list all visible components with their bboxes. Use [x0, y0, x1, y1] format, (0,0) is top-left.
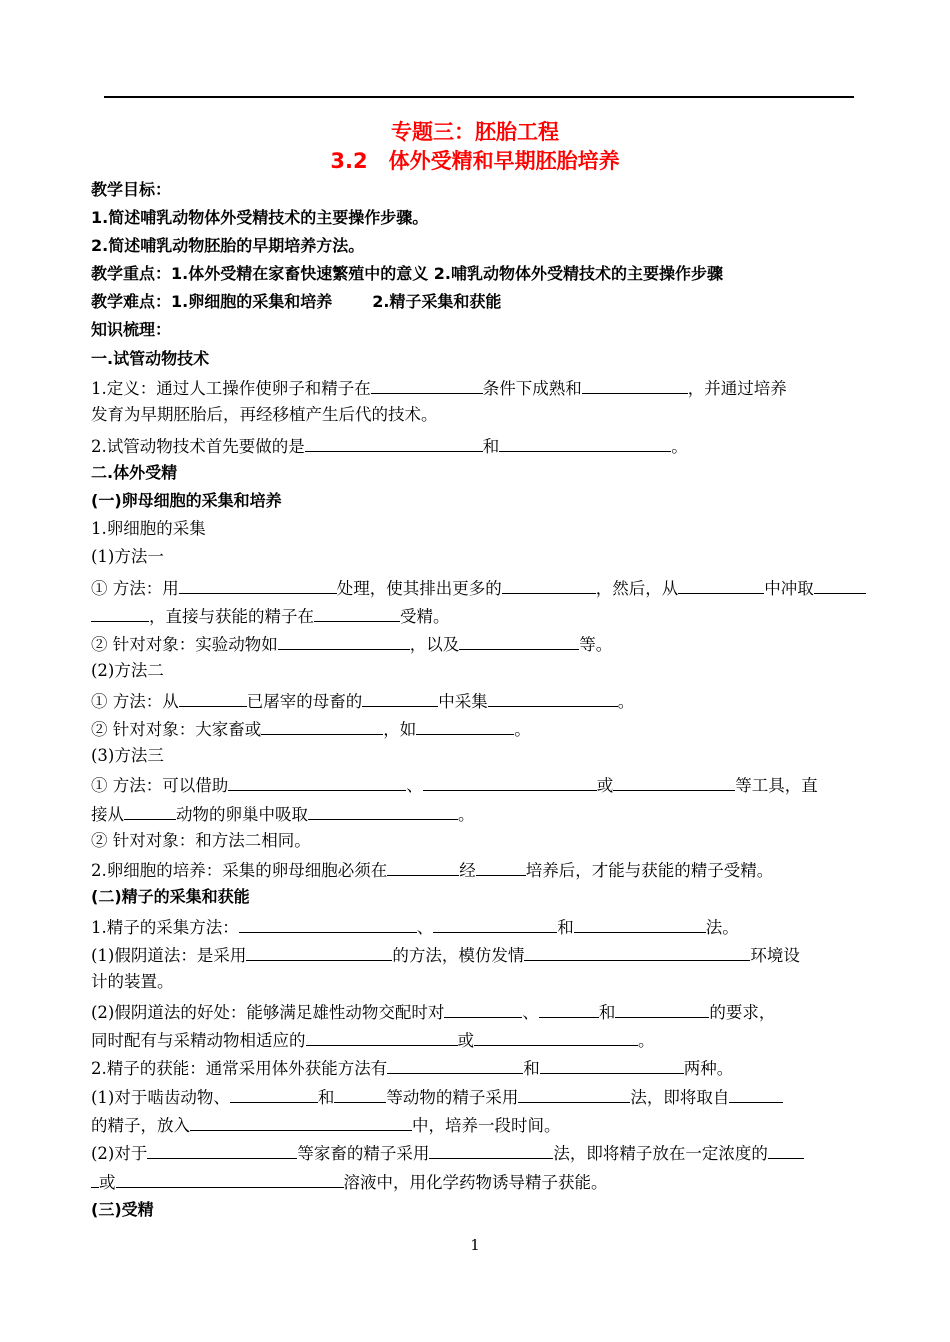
blank: [615, 1000, 709, 1018]
blank: [429, 1141, 553, 1159]
blank: [540, 1056, 684, 1074]
text-segment: 、: [416, 918, 434, 937]
text-segment: 2.精子的获能：通常采用体外获能方法有: [91, 1059, 388, 1078]
difficulty-1: 教学难点：1.卵细胞的采集和培养: [91, 292, 333, 311]
capacitation: [91, 1056, 733, 1080]
blank: [387, 1056, 523, 1074]
text-segment: 。: [514, 720, 531, 739]
blank: [91, 1170, 99, 1188]
text-segment: 的方法，模仿发情: [392, 946, 525, 965]
text-segment: 同时配有与采精动物相适应的: [91, 1031, 306, 1050]
text-segment: ，然后，从: [595, 579, 679, 598]
text-segment: 处理，使其排出更多的: [336, 579, 502, 598]
blank: [179, 689, 247, 707]
text-segment: (1)假阴道法：是采用: [91, 946, 247, 965]
blank: [768, 1141, 804, 1159]
blank: [474, 1028, 638, 1046]
text-segment: 等工具，直: [735, 776, 818, 795]
text-segment: 、: [406, 776, 423, 795]
difficulty-2: 2.精子采集和获能: [372, 292, 502, 311]
text-segment: 中采集: [438, 692, 488, 711]
text-segment: (1)对于啮齿动物、: [91, 1088, 230, 1107]
blank: [574, 915, 706, 933]
document-subtitle: 3.2 体外受精和早期胚胎培养: [330, 149, 620, 173]
section-1-heading: 一.试管动物技术: [91, 349, 210, 368]
text-segment: 法。: [705, 918, 739, 937]
blank: [124, 802, 176, 820]
subsection-1-heading: (一)卵母细胞的采集和培养: [91, 491, 282, 510]
text-segment: 环境设: [750, 946, 800, 965]
text-segment: 或: [99, 1173, 116, 1192]
text-segment: 等动物的精子采用: [386, 1088, 519, 1107]
method-3-line-2: [91, 802, 475, 826]
capacitation-2-line-2: [91, 1170, 608, 1194]
blank: [147, 1141, 297, 1159]
text-segment: 1.定义：通过人工操作使卵子和精子在: [91, 379, 371, 398]
artificial-vagina-line-2: 计的装置。: [91, 972, 174, 991]
text-segment: (2)假阴道法的好处：能够满足雄性动物交配时对: [91, 1003, 445, 1022]
text-segment: 法，即将取自: [630, 1088, 730, 1107]
text-segment: 已屠宰的母畜的: [246, 692, 363, 711]
blank: [416, 717, 514, 735]
method-1-line-3: [91, 632, 612, 656]
subsection-3-heading: (三)受精: [91, 1200, 154, 1219]
objective-item-1: 1.简述哺乳动物体外受精技术的主要操作步骤。: [91, 208, 429, 227]
blank: [613, 773, 735, 791]
blank: [246, 943, 392, 961]
blank: [459, 632, 579, 650]
benefit-line-2: [91, 1028, 655, 1052]
text-segment: 和: [523, 1059, 540, 1078]
text-segment: 两种。: [683, 1059, 734, 1078]
text-segment: ① 方法：从: [91, 692, 179, 711]
text-segment: 的要求，: [709, 1003, 776, 1022]
blank: [239, 915, 417, 933]
blank: [729, 1085, 783, 1103]
text-segment: 法，即将精子放在一定浓度的: [553, 1144, 768, 1163]
text-segment: ，并通过培养: [687, 379, 787, 398]
blank: [116, 1170, 344, 1188]
blank: [371, 376, 483, 394]
text-segment: 1.精子的采集方法：: [91, 918, 239, 937]
text-segment: ，直接与获能的精子在: [149, 607, 314, 626]
text-segment: 等家畜的精子采用: [297, 1144, 430, 1163]
blank: [261, 717, 383, 735]
blank: [678, 576, 764, 594]
text-segment: ① 方法：用: [91, 579, 179, 598]
method-1-line-2: [91, 604, 450, 628]
method-1: (1)方法一: [91, 547, 164, 566]
difficulties: [91, 291, 501, 313]
method-2-line-1: [91, 689, 634, 713]
blank: [230, 1085, 318, 1103]
blank: [582, 376, 688, 394]
text-segment: 、: [522, 1003, 539, 1022]
text-segment: 。: [458, 805, 475, 824]
text-segment: 受精。: [400, 607, 450, 626]
sperm-collection: [91, 915, 739, 939]
text-segment: 条件下成熟和: [482, 379, 582, 398]
blank: [305, 434, 483, 452]
blank: [91, 604, 149, 622]
method-3-line-1: [91, 773, 818, 797]
question-2: [91, 434, 688, 458]
method-3-line-3: ② 针对对象：和方法二相同。: [91, 831, 311, 850]
text-segment: 。: [617, 692, 635, 711]
text-segment: 中，培养一段时间。: [412, 1116, 561, 1135]
key-points: 教学重点：1.体外受精在家畜快速繁殖中的意义 2.哺乳动物体外受精技术的主要操作步骤: [91, 264, 723, 283]
text-segment: ① 方法：可以借助: [91, 776, 229, 795]
blank: [488, 689, 618, 707]
blank: [228, 773, 406, 791]
benefit-line-1: [91, 1000, 775, 1024]
header-rule: [104, 96, 854, 98]
capacitation-1-line-2: [91, 1113, 561, 1137]
blank: [190, 1113, 412, 1131]
blank: [306, 1028, 458, 1046]
blank: [423, 773, 597, 791]
blank: [314, 604, 400, 622]
method-3: (3)方法三: [91, 746, 164, 765]
text-segment: 和: [317, 1088, 335, 1107]
objectives-heading: 教学目标：: [91, 180, 172, 199]
text-segment: 和: [557, 918, 574, 937]
blank: [362, 689, 438, 707]
text-segment: 接从: [91, 805, 124, 824]
blank: [814, 576, 866, 594]
question-1-line-2: 发育为早期胚胎后，再经移植产生后代的技术。: [91, 405, 438, 424]
document-title: 专题三：胚胎工程: [391, 120, 559, 144]
text-segment: (2)对于: [91, 1144, 148, 1163]
subsection-2-heading: (二)精子的采集和获能: [91, 887, 250, 906]
review-heading: 知识梳理：: [91, 320, 172, 339]
section-2-heading: 二.体外受精: [91, 463, 178, 482]
blank: [179, 576, 337, 594]
blank: [334, 1085, 386, 1103]
objective-item-2: 2.简述哺乳动物胚胎的早期培养方法。: [91, 236, 365, 255]
blank: [518, 1085, 630, 1103]
text-segment: ，如: [383, 720, 417, 739]
text-segment: 2.试管动物技术首先要做的是: [91, 437, 305, 456]
egg-collection: 1.卵细胞的采集: [91, 519, 206, 538]
blank: [444, 1000, 522, 1018]
text-segment: 动物的卵巢中吸取: [176, 805, 308, 824]
blank: [308, 802, 458, 820]
text-segment: 或: [596, 776, 614, 795]
blank: [502, 576, 596, 594]
blank: [524, 943, 750, 961]
page-number: 1: [470, 1236, 480, 1254]
blank: [499, 434, 671, 452]
method-1-line-1: [91, 576, 866, 600]
blank: [476, 858, 526, 876]
method-2-line-2: [91, 717, 531, 741]
blank: [539, 1000, 599, 1018]
text-segment: ② 针对对象：实验动物如: [91, 635, 278, 654]
capacitation-2-line-1: [91, 1141, 804, 1165]
text-segment: ，以及: [409, 635, 460, 654]
artificial-vagina-line-1: [91, 943, 800, 967]
text-segment: ② 针对对象：大家畜或: [91, 720, 262, 739]
text-segment: 的精子，放入: [91, 1116, 190, 1135]
blank: [278, 632, 410, 650]
capacitation-1-line-1: [91, 1085, 783, 1109]
text-segment: 。: [638, 1031, 655, 1050]
text-segment: 。: [671, 437, 688, 456]
text-segment: 或: [457, 1031, 474, 1050]
blank: [433, 915, 557, 933]
blank: [387, 858, 459, 876]
method-2: (2)方法二: [91, 661, 164, 680]
text-segment: 溶液中，用化学药物诱导精子获能。: [343, 1173, 608, 1192]
question-1-line-1: [91, 376, 787, 400]
text-segment: 和: [598, 1003, 616, 1022]
text-segment: 培养后，才能与获能的精子受精。: [525, 861, 774, 880]
text-segment: 等。: [579, 635, 613, 654]
text-segment: 2.卵细胞的培养：采集的卵母细胞必须在: [91, 861, 388, 880]
text-segment: 和: [482, 437, 500, 456]
text-segment: 经: [459, 861, 476, 880]
text-segment: 中冲取: [764, 579, 814, 598]
egg-culture: [91, 858, 773, 882]
